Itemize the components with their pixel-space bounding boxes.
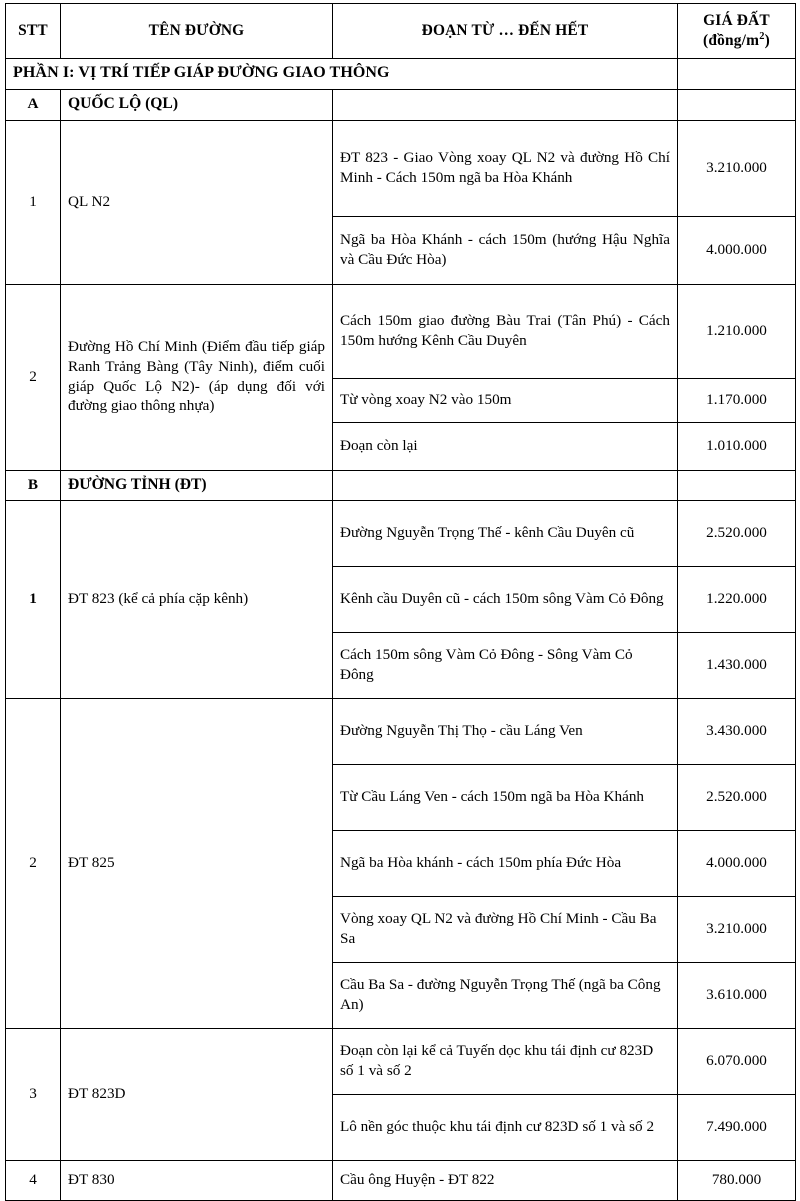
row-segment: Lô nền góc thuộc khu tái định cư 823D số 1 và số 2 — [333, 1094, 678, 1160]
row-stt: 4 — [6, 1160, 61, 1200]
row-stt: 2 — [6, 284, 61, 470]
row-road-name: QL N2 — [61, 120, 333, 284]
group-title-a: QUỐC LỘ (QL) — [61, 90, 333, 120]
header-price-unit-exponent: 2 — [759, 30, 765, 42]
row-price: 2.520.000 — [678, 500, 796, 566]
row-price: 4.000.000 — [678, 216, 796, 284]
group-row-b — [6, 470, 796, 500]
row-price: 2.520.000 — [678, 764, 796, 830]
row-segment: Cách 150m sông Vàm Cỏ Đông - Sông Vàm Cỏ Đông — [333, 632, 678, 698]
header-road-name: TÊN ĐƯỜNG — [61, 4, 333, 59]
row-segment: Ngã ba Hòa Khánh - cách 150m (hướng Hậu Nghĩa và Cầu Đức Hòa) — [333, 216, 678, 284]
row-segment: Cầu ông Huyện - ĐT 822 — [333, 1160, 678, 1200]
table-row — [6, 120, 796, 216]
row-road-name: ĐT 823 (kể cả phía cặp kênh) — [61, 500, 333, 698]
row-road-name: ĐT 825 — [61, 698, 333, 1028]
header-price-line1: GIÁ ĐẤT — [703, 12, 770, 29]
row-segment: Đường Nguyễn Trọng Thế - kênh Cầu Duyên cũ — [333, 500, 678, 566]
table-row — [6, 698, 796, 764]
table-row — [6, 1160, 796, 1200]
row-price: 3.210.000 — [678, 120, 796, 216]
row-price: 1.430.000 — [678, 632, 796, 698]
group-b-price-empty — [678, 470, 796, 500]
section-banner-part-1: PHẦN I: VỊ TRÍ TIẾP GIÁP ĐƯỜNG GIAO THÔNG — [6, 59, 678, 90]
group-code-a: A — [6, 90, 61, 120]
land-price-table — [5, 3, 796, 1201]
row-price: 780.000 — [678, 1160, 796, 1200]
row-price: 4.000.000 — [678, 830, 796, 896]
row-price: 1.010.000 — [678, 422, 796, 470]
row-stt: 2 — [6, 698, 61, 1028]
row-road-name: ĐT 830 — [61, 1160, 333, 1200]
row-segment: Đoạn còn lại — [333, 422, 678, 470]
group-a-segment-empty — [333, 90, 678, 120]
row-price: 3.430.000 — [678, 698, 796, 764]
row-price: 1.220.000 — [678, 566, 796, 632]
row-stt: 3 — [6, 1028, 61, 1160]
table-header-row — [6, 4, 796, 59]
row-price: 3.610.000 — [678, 962, 796, 1028]
row-stt: 1 — [6, 500, 61, 698]
row-segment: Đoạn còn lại kể cả Tuyến dọc khu tái định cư 823D số 1 và số 2 — [333, 1028, 678, 1094]
header-stt: STT — [6, 4, 61, 59]
table-row — [6, 284, 796, 378]
group-code-b: B — [6, 470, 61, 500]
row-segment: Cầu Ba Sa - đường Nguyễn Trọng Thế (ngã ba Công An) — [333, 962, 678, 1028]
group-a-price-empty — [678, 90, 796, 120]
row-segment: Kênh cầu Duyên cũ - cách 150m sông Vàm Cỏ Đông — [333, 566, 678, 632]
row-road-name: Đường Hồ Chí Minh (Điểm đầu tiếp giáp Ranh Trảng Bàng (Tây Ninh), điểm cuối giáp Quốc Lộ N2)- (áp dụng đối với đường giao thông nhựa) — [61, 284, 333, 470]
row-segment: Từ Cầu Láng Ven - cách 150m ngã ba Hòa Khánh — [333, 764, 678, 830]
table-row — [6, 1028, 796, 1094]
row-price: 7.490.000 — [678, 1094, 796, 1160]
header-price — [678, 4, 796, 59]
row-price: 1.170.000 — [678, 378, 796, 422]
row-segment: Đường Nguyễn Thị Thọ - cầu Láng Ven — [333, 698, 678, 764]
section-banner-price-empty — [678, 59, 796, 90]
section-banner-row — [6, 59, 796, 90]
row-segment: Vòng xoay QL N2 và đường Hồ Chí Minh - Cầu Ba Sa — [333, 896, 678, 962]
header-segment: ĐOẠN TỪ … ĐẾN HẾT — [333, 4, 678, 59]
header-price-unit-suffix: ) — [764, 31, 770, 49]
group-title-b: ĐƯỜNG TỈNH (ĐT) — [61, 470, 333, 500]
row-price: 6.070.000 — [678, 1028, 796, 1094]
row-segment: ĐT 823 - Giao Vòng xoay QL N2 và đường Hồ Chí Minh - Cách 150m ngã ba Hòa Khánh — [333, 120, 678, 216]
row-segment: Cách 150m giao đường Bàu Trai (Tân Phú) - Cách 150m hướng Kênh Cầu Duyên — [333, 284, 678, 378]
row-road-name: ĐT 823D — [61, 1028, 333, 1160]
group-b-segment-empty — [333, 470, 678, 500]
row-segment: Từ vòng xoay N2 vào 150m — [333, 378, 678, 422]
row-segment: Ngã ba Hòa khánh - cách 150m phía Đức Hòa — [333, 830, 678, 896]
row-stt: 1 — [6, 120, 61, 284]
row-price: 1.210.000 — [678, 284, 796, 378]
header-price-unit-prefix: (đồng/m — [703, 31, 760, 49]
group-row-a — [6, 90, 796, 120]
row-price: 3.210.000 — [678, 896, 796, 962]
table-row — [6, 500, 796, 566]
